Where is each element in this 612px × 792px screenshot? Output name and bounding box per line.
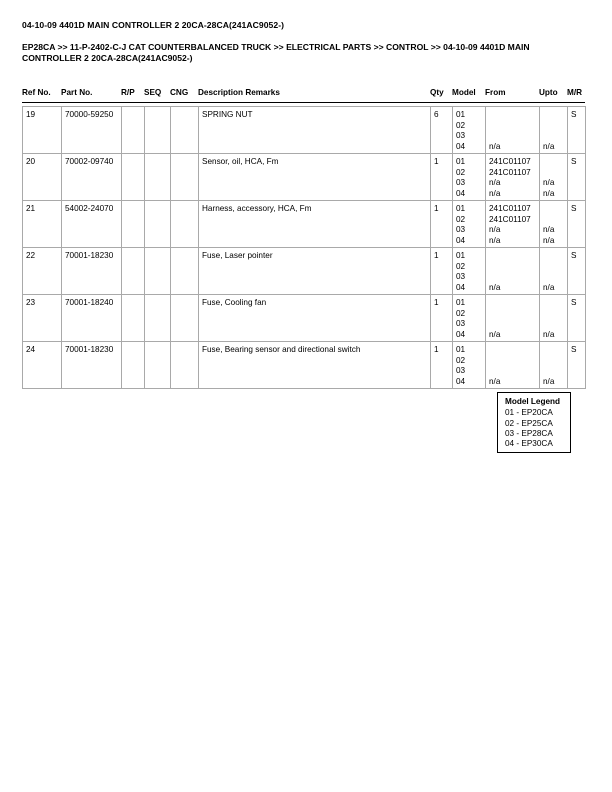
model-cell-line: 03 [456,225,466,234]
model-cell-line: 02 [456,214,466,224]
qty-cell: 1 [431,342,453,389]
from-cell-line: 241C01107 [489,204,531,213]
model-legend-entry: 03 - EP28CA [505,428,553,438]
model-cell-line: 01 [456,157,466,166]
qty-cell: 1 [431,295,453,342]
upto-cell [540,107,568,154]
mr-cell: S [568,154,586,201]
model-cell-line: 04 [456,235,466,245]
part-no-cell: 70001-18230 [62,342,122,389]
description-cell: SPRING NUT [199,107,431,154]
col-header-part-no: Part No. [61,88,93,97]
upto-cell [540,295,568,342]
table-row [23,248,586,295]
table-header [22,88,585,98]
seq-cell [145,342,171,389]
from-cell-line: n/a [489,141,501,151]
from-cell-line: n/a [489,235,501,245]
parts-table [22,106,586,389]
mr-cell: S [568,248,586,295]
model-cell-line: 02 [456,120,466,130]
from-cell-line [489,298,537,309]
from-cell-line [489,251,537,262]
model-cell-line: 03 [456,319,466,328]
model-cell-line: 02 [456,261,466,271]
seq-cell [145,295,171,342]
upto-cell-line [543,110,565,121]
qty-cell: 6 [431,107,453,154]
seq-cell [145,248,171,295]
description-cell: Sensor, oil, HCA, Fm [199,154,431,201]
rp-cell [122,295,145,342]
upto-cell-line [543,251,565,262]
col-header-seq: SEQ [144,88,162,97]
col-header-description: Description Remarks [198,88,280,97]
model-cell-line: 03 [456,131,466,140]
from-cell-line: n/a [489,282,501,292]
upto-cell-line [543,121,565,132]
part-no-cell: 70001-18240 [62,295,122,342]
upto-cell-line [543,272,565,283]
model-cell [453,295,486,342]
model-cell-line: 02 [456,355,466,365]
cng-cell [171,295,199,342]
model-cell-line: 04 [456,141,466,151]
ref-no-cell: 19 [23,107,62,154]
col-header-from: From [485,88,506,97]
model-cell-line: 04 [456,282,466,292]
upto-cell-line: n/a [543,235,555,245]
from-cell [486,248,540,295]
model-cell-line: 01 [456,298,466,307]
upto-cell [540,248,568,295]
cng-cell [171,107,199,154]
upto-cell-line [543,319,565,330]
from-cell-line [489,272,537,283]
model-cell [453,248,486,295]
upto-cell-line: n/a [543,376,555,386]
model-legend-entry: 01 - EP20CA [505,408,553,418]
ref-no-cell: 24 [23,342,62,389]
model-cell [453,342,486,389]
upto-cell [540,342,568,389]
from-cell-line: n/a [489,178,501,187]
mr-cell: S [568,201,586,248]
from-cell-line: n/a [489,376,501,386]
model-cell-line: 02 [456,167,466,177]
from-cell-line [489,262,537,273]
upto-cell-line [543,131,565,142]
mr-cell: S [568,295,586,342]
model-cell-line: 02 [456,308,466,318]
from-cell [486,107,540,154]
from-cell-line: 241C01107 [489,214,531,224]
col-header-qty: Qty [430,88,444,97]
part-no-cell: 70001-18230 [62,248,122,295]
model-cell-line: 01 [456,110,466,119]
upto-cell-line: n/a [543,141,555,151]
seq-cell [145,154,171,201]
seq-cell [145,201,171,248]
model-legend-title: Model Legend [505,397,561,406]
model-cell-line: 03 [456,366,466,375]
ref-no-cell: 23 [23,295,62,342]
model-cell-line: 01 [456,251,466,260]
upto-cell-line: n/a [543,188,555,198]
from-cell-line: n/a [489,225,501,234]
from-cell [486,295,540,342]
description-cell: Harness, accessory, HCA, Fm [199,201,431,248]
page-title: 04-10-09 4401D MAIN CONTROLLER 2 20CA-28CA(241AC9052-) [22,20,285,30]
qty-cell: 1 [431,154,453,201]
upto-cell-line [543,345,565,356]
seq-cell [145,107,171,154]
col-header-model: Model [452,88,476,97]
from-cell-line [489,319,537,330]
cng-cell [171,154,199,201]
upto-cell-line: n/a [543,329,555,339]
upto-cell-line [543,356,565,367]
mr-cell: S [568,342,586,389]
upto-cell-line: n/a [543,178,555,187]
part-no-cell: 70000-59250 [62,107,122,154]
from-cell-line [489,121,537,132]
description-cell: Fuse, Laser pointer [199,248,431,295]
cng-cell [171,342,199,389]
col-header-ref-no: Ref No. [22,88,51,97]
upto-cell-line [543,298,565,309]
from-cell-line [489,110,537,121]
model-legend-entry: 02 - EP25CA [505,418,553,428]
breadcrumb: EP28CA >> 11-P-2402-C-J CAT COUNTERBALANCED TRUCK >> ELECTRICAL PARTS >> CONTROL >> 04-10-09 4401D MAIN CONTROLLER 2 20CA-28CA(241AC9052-) [22,42,530,63]
col-header-upto: Upto [539,88,558,97]
rp-cell [122,201,145,248]
col-header-cng: CNG [170,88,189,97]
description-cell: Fuse, Bearing sensor and directional switch [199,342,431,389]
model-cell-line: 03 [456,178,466,187]
ref-no-cell: 21 [23,201,62,248]
rp-cell [122,342,145,389]
model-cell [453,154,486,201]
model-legend-entry: 04 - EP30CA [505,439,553,449]
model-cell-line: 01 [456,204,466,213]
upto-cell-line [543,168,565,179]
upto-cell-line [543,204,565,215]
model-cell-line: 04 [456,188,466,198]
from-cell-line [489,356,537,367]
cng-cell [171,201,199,248]
from-cell [486,342,540,389]
model-cell-line: 04 [456,329,466,339]
cng-cell [171,248,199,295]
upto-cell-line: n/a [543,225,555,234]
rp-cell [122,154,145,201]
upto-cell-line [543,215,565,226]
table-row [23,295,586,342]
upto-cell [540,154,568,201]
table-row [23,154,586,201]
model-cell [453,201,486,248]
model-cell-line: 04 [456,376,466,386]
upto-cell-line [543,262,565,273]
qty-cell: 1 [431,248,453,295]
from-cell-line [489,366,537,377]
upto-cell-line [543,309,565,320]
upto-cell-line [543,157,565,168]
from-cell-line [489,345,537,356]
from-cell-line [489,131,537,142]
table-row [23,107,586,154]
table-row [23,342,586,389]
col-header-rp: R/P [121,88,135,97]
part-no-cell: 54002-24070 [62,201,122,248]
from-cell-line [489,309,537,320]
from-cell-line: 241C01107 [489,157,531,166]
col-header-mr: M/R [567,88,583,97]
model-cell-line: 01 [456,345,466,354]
ref-no-cell: 22 [23,248,62,295]
description-cell: Fuse, Cooling fan [199,295,431,342]
upto-cell [540,201,568,248]
header-divider [22,102,585,103]
from-cell [486,201,540,248]
from-cell-line: n/a [489,329,501,339]
rp-cell [122,107,145,154]
from-cell [486,154,540,201]
upto-cell-line: n/a [543,282,555,292]
model-cell-line: 03 [456,272,466,281]
from-cell-line: 241C01107 [489,167,531,177]
qty-cell: 1 [431,201,453,248]
upto-cell-line [543,366,565,377]
part-no-cell: 70002-09740 [62,154,122,201]
rp-cell [122,248,145,295]
model-legend [497,392,571,453]
model-cell [453,107,486,154]
ref-no-cell: 20 [23,154,62,201]
from-cell-line: n/a [489,188,501,198]
table-row [23,201,586,248]
mr-cell: S [568,107,586,154]
